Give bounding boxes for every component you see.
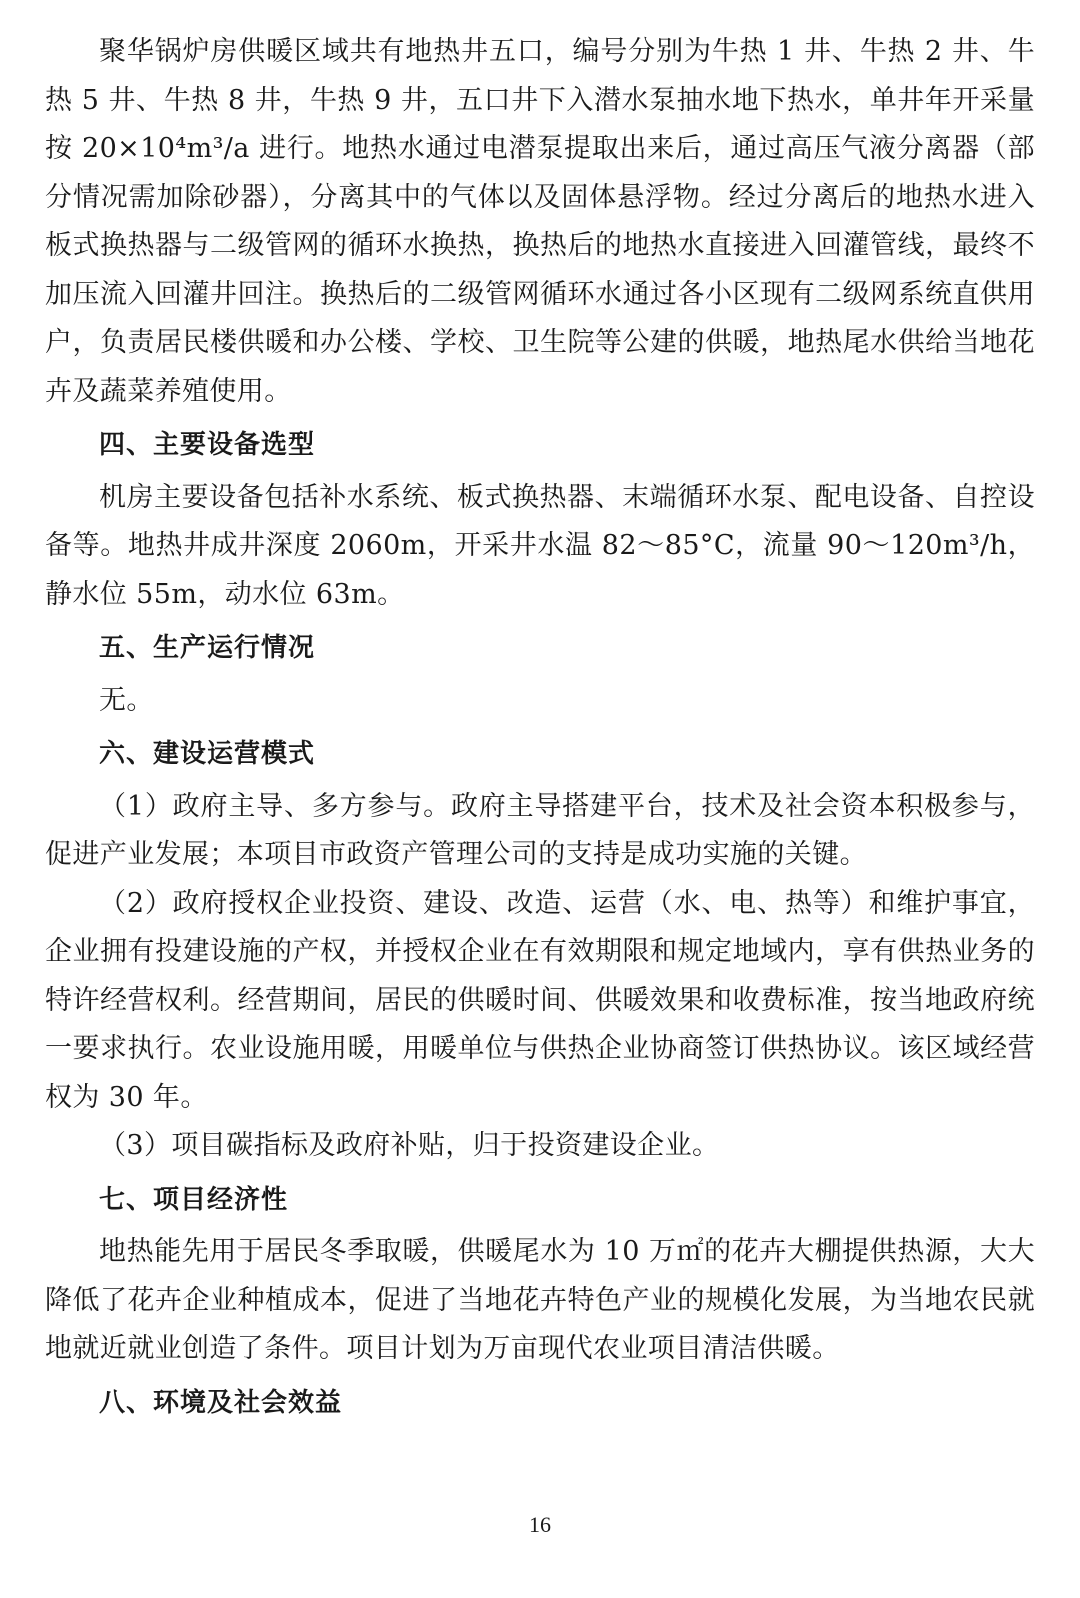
paragraph-operation: 无。 xyxy=(99,684,154,716)
heading-section-6: 六、建设运营模式 xyxy=(99,739,316,769)
page-number: 16 xyxy=(529,1512,551,1537)
paragraph-model-2: （2）政府授权企业投资、建设、改造、运营（水、电、热等）和维护事宜，企业拥有投建设施的产权，并授权企业在有效期限和规定地域内，享有供热业务的特许经营权利。经营期间，居民的供暖时间、供暖效果和收费标准，按当地政府统一要求执行。农业设施用暖，用暖单位与供热企业协商签订供热协议。该区域经营权为 30 年。 xyxy=(45,887,1035,1113)
heading-section-5: 五、生产运行情况 xyxy=(99,633,316,663)
paragraph-economics: 地热能先用于居民冬季取暖，供暖尾水为 10 万㎡的花卉大棚提供热源，大大降低了花卉企业种植成本，促进了当地花卉特色产业的规模化发展，为当地农民就地就近就业创造了条件。项目计划为万亩现代农业项目清洁供暖。 xyxy=(45,1236,1035,1364)
heading-section-7: 七、项目经济性 xyxy=(99,1184,289,1215)
paragraph-model-3: （3）项目碳指标及政府补贴，归于投资建设企业。 xyxy=(99,1130,720,1161)
paragraph-equipment: 机房主要设备包括补水系统、板式换热器、末端循环水泵、配电设备、自控设备等。地热井成井深度 2060m，开采井水温 82～85°C，流量 90～120m³/h，静水位 55m，动水位 63m。 xyxy=(45,481,1035,610)
document-page xyxy=(45,28,1035,1431)
heading-section-4: 四、主要设备选型 xyxy=(99,430,316,460)
paragraph-model-1: （1）政府主导、多方参与。政府主导搭建平台，技术及社会资本积极参与，促进产业发展；本项目市政资产管理公司的支持是成功实施的关键。 xyxy=(45,790,1035,870)
paragraph-intro: 聚华锅炉房供暖区域共有地热井五口，编号分别为牛热 1 井、牛热 2 井、牛热 5 井、牛热 8 井，牛热 9 井，五口井下入潜水泵抽水地下热水，单井年开采量按 20×10⁴m³/a 进行。地热水通过电潜泵提取出来后，通过高压气液分离器（部分情况需加除砂器），分离其中的气体以及固体悬浮物。经过分离后的地热水进入板式换热器与二级管网的循环水换热，换热后的地热水直接进入回灌管线，最终不加压流入回灌井回注。换热后的二级管网循环水通过各小区现有二级网系统直供用户，负责居民楼供暖和办公楼、学校、卫生院等公建的供暖，地热尾水供给当地花卉及蔬菜养殖使用。 xyxy=(45,36,1035,407)
heading-section-8: 八、环境及社会效益 xyxy=(99,1387,343,1418)
